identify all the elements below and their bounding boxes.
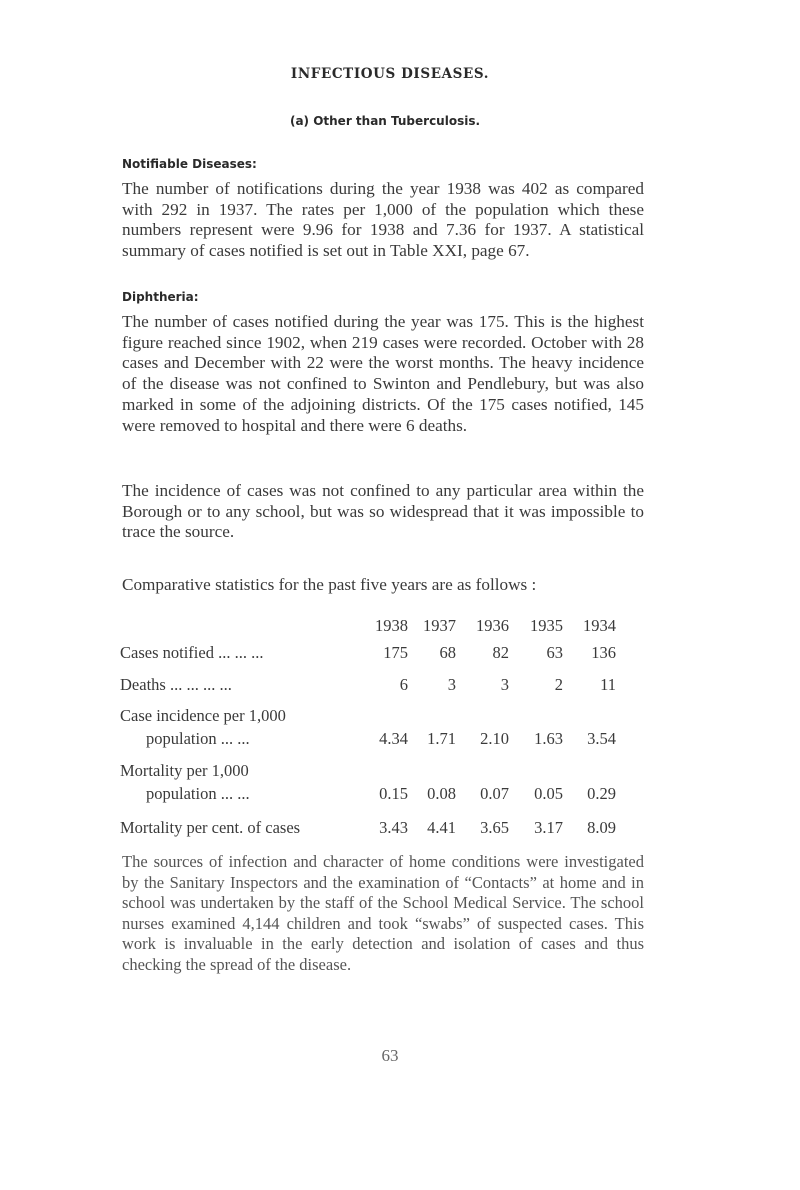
table-cell: 3.43 (379, 818, 408, 837)
year-header: 1938 (375, 616, 408, 635)
table-row (120, 726, 616, 749)
comparative-statistics-table (120, 600, 616, 838)
table-cell: 3 (447, 675, 456, 694)
table-cell: 0.15 (379, 784, 408, 803)
row-label: Mortality per cent. of cases (120, 818, 301, 837)
table-row (120, 781, 616, 804)
table-cell: 2 (554, 675, 563, 694)
year-header: 1937 (423, 616, 456, 635)
stats-intro: Comparative statistics for the past five years are as follows : (122, 575, 537, 594)
table-cell: 3 (500, 675, 509, 694)
table-cell: 1.63 (534, 729, 563, 748)
row-label: Mortality per 1,000 (120, 761, 249, 780)
diphtheria-paragraph-1: The number of cases notified during the year was 175. This is the highest figure reached since 1902, when 219 cases were recorded. October with 28 cases and December with 22 were the worst months. The heavy incidence of the disease was not confined to Swinton and Pendlebury, but was also marked in some of the adjoining districts. Of the 175 cases notified, 145 were removed to hospital and there were 6 deaths. (122, 312, 644, 435)
table-row (120, 804, 616, 838)
table-cell: 0.29 (587, 784, 616, 803)
table-row (120, 636, 616, 663)
row-label: Deaths ... ... ... ... (120, 675, 232, 694)
table-cell: 3.17 (534, 818, 563, 837)
sources-paragraph: The sources of infection and character of home conditions were investigated by the Sanitary Inspectors and the examination of “Contacts” at home and in school was undertaken by the staff of the School Medical Service. The school nurses examined 4,144 children and took “swabs” of suspected cases. This work is invaluable in the early detection and isolation of cases and thus checking the spread of the disease. (122, 852, 644, 974)
row-label: Case incidence per 1,000 (120, 706, 286, 725)
row-sublabel: population ... ... (146, 784, 250, 803)
table-cell: 136 (591, 643, 616, 662)
table-cell: 82 (492, 643, 509, 662)
table-row-label-line (120, 695, 616, 726)
table-cell: 1.71 (427, 729, 456, 748)
table-cell: 8.09 (587, 818, 616, 837)
diphtheria-paragraph-2: The incidence of cases was not confined to any particular area within the Borough or to any school, but was so widespread that it was impossible to trace the source. (122, 481, 644, 542)
section-heading-notifiable: Notifiable Diseases: (122, 157, 257, 171)
table-cell: 0.08 (427, 784, 456, 803)
table-cell: 11 (600, 675, 616, 694)
table-row-label-line (120, 749, 616, 781)
section-heading-diphtheria: Diphtheria: (122, 290, 199, 304)
table-header-row (120, 600, 616, 636)
row-label: Cases notified ... ... ... (120, 643, 264, 662)
table-cell: 0.07 (480, 784, 509, 803)
table-row (120, 663, 616, 695)
year-header: 1935 (530, 616, 563, 635)
table-cell: 68 (439, 643, 456, 662)
notifiable-paragraph: The number of notifications during the year 1938 was 402 as compared with 292 in 1937. The rates per 1,000 of the population which these numbers represent were 9.96 for 1938 and 7.36 for 1937. A statistical summary of cases notified is set out in Table XXI, page 67. (122, 179, 644, 261)
year-header: 1934 (583, 616, 616, 635)
table-cell: 3.54 (587, 729, 616, 748)
table-cell: 6 (399, 675, 408, 694)
table-cell: 3.65 (480, 818, 509, 837)
table-cell: 175 (383, 643, 408, 662)
page-subtitle: (a) Other than Tuberculosis. (289, 114, 481, 128)
page-number: 63 (381, 1046, 399, 1065)
table-cell: 63 (546, 643, 563, 662)
table-cell: 2.10 (480, 729, 509, 748)
table-cell: 0.05 (534, 784, 563, 803)
row-sublabel: population ... ... (146, 729, 250, 748)
table-cell: 4.41 (427, 818, 456, 837)
header-blank (120, 600, 374, 636)
year-header: 1936 (476, 616, 509, 635)
table-cell: 4.34 (379, 729, 408, 748)
page-title: INFECTIOUS DISEASES. (290, 66, 490, 82)
